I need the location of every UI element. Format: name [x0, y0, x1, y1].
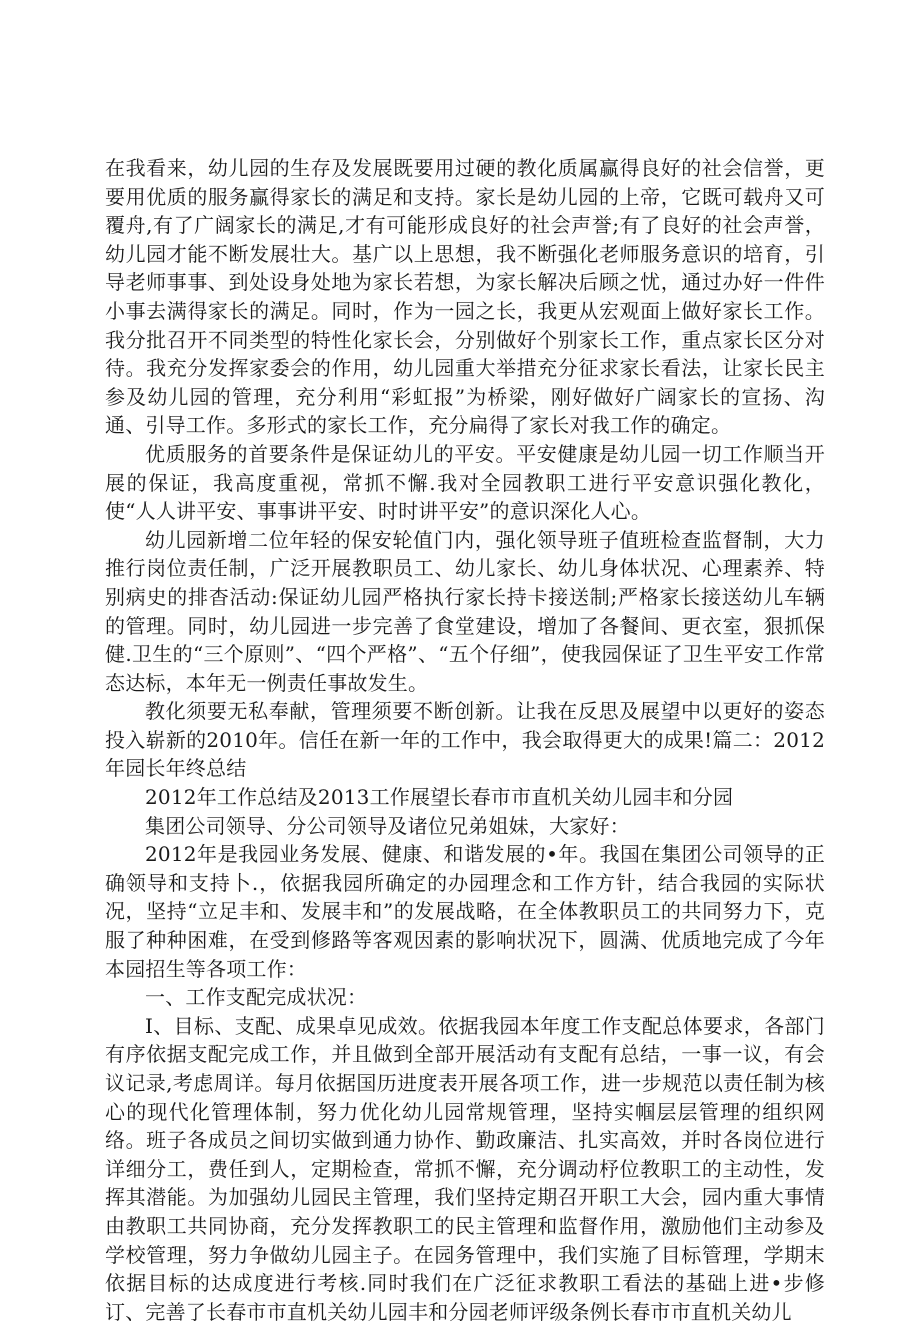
- paragraph: 教化须要无私奉献，管理须要不断创新。让我在反思及展望中以更好的姿态投入崭新的2010年。信任在新一年的工作中，我会取得更大的成果!篇二：2012年园长年终总结: [105, 699, 825, 781]
- section-heading: 一、工作支配完成状况：: [145, 985, 368, 1010]
- document-body: [105, 154, 825, 1326]
- paragraph: 优质服务的首要条件是保证幼儿的平安。平安健康是幼儿园一切工作顺当开展的保证，我高度重视，常抓不懈.我对全园教职工进行平安意识强化教化，使“人人讲平安、事事讲平安、时时讲平安”的意识深化人心。: [105, 441, 825, 524]
- paragraph: 2012年是我园业务发展、健康、和谐发展的•年。我国在集团公司领导的正确领导和支持卜.，依据我园所确定的办园理念和工作方针，结合我园的实际状况，坚持“立足丰和、发展丰和”的发展战略，在全体教职员工的共同努力下，克服了种种困难，在受到修路等客观因素的影响状况下，圆满、优质地完成了今年本园招生等各项工作：: [105, 842, 825, 981]
- paragraph: 在我看来，幼儿园的生存及发展既要用过硬的教化质属赢得良好的社会信誉，更要用优质的服务赢得家长的满足和支持。家长是幼儿园的上帝，它既可载舟又可覆舟,有了广阔家长的满足,才有可能形成良好的社会声誉;有了良好的社会声誉，幼儿园才能不断发展壮大。基广以上思想，我不断强化老师服务意识的培育，引导老师事事、到处设身处地为家长若想，为家长解决后顾之忧，通过办好一件件小事去满得家长的满足。同时，作为一园之长，我更从宏观面上做好家长工作。我分批召开不同类型的特性化家长会，分别做好个别家长工作，重点家长区分对待。我充分发挥家委会的作用，幼儿园重大举措充分征求家长看法，让家长民主参及幼儿园的管理，充分利用“彩虹报”为桥梁，刚好做好广阔家长的宣扬、沟通、引导工作。多形式的家长工作，充分扁得了家长对我工作的确定。: [105, 156, 825, 438]
- paragraph: I、目标、支配、成果卓见成效。依据我园本年度工作支配总体要求，各部门有序依据支配完成工作，并且做到全部开展活动有支配有总结，一事一议，有会议记录,考虑周详。每月依据国历进度表开展各项工作，进一步规范以责任制为核心的现代化管理体制，努力优化幼儿园常规管理，坚持实帼层层管理的组织网络。班子各成员之间切实做到通力协作、勤政廉洁、扎实高效，并时各岗位进行详细分工，费任到人，定期检查，常抓不懈，充分调动杼位教职工的主动性，发挥其潜能。为加强幼儿园民主管理，我们坚持定期召开职工大会，园内重大事情由教职工共同协商，充分发挥教职工的民主管理和监督作用，激励他们主动参及学校管理，努力争做幼儿园主子。在园务管理中，我们实施了目标管理，学期末依据目标的达成度进行考核.同时我们在广泛征求教职工看法的基础上进•步修订、完善了长春市市直机关幼儿园丰和分园老师评级条例长春市市直机关幼儿: [105, 1013, 825, 1324]
- paragraph: 幼儿园新增二位年轻的保安轮值门内，强化领导班子值班检查监督制，大力推行岗位责任制，广泛开展教职员工、幼儿家长、幼儿身体状况、心理素养、特别病史的排杳活动:保证幼儿园严格执行家长持卡接送制;严格家长接送幼儿车辆的管理。同时，幼儿园进一步完善了食堂建设，增加了各餐间、更衣室，狠抓保健.卫生的“三个原则”、“四个严格”、“五个仔细”，使我园保证了卫生平安工作常态达标，本年无一例责任事故发生。: [105, 527, 825, 695]
- heading-line: 2012年工作总结及2013工作展望长春市市直机关幼儿园丰和分园: [145, 785, 734, 810]
- salutation: 集团公司领导、分公司领导及诸位兄弟姐妹，大家好：: [145, 813, 630, 838]
